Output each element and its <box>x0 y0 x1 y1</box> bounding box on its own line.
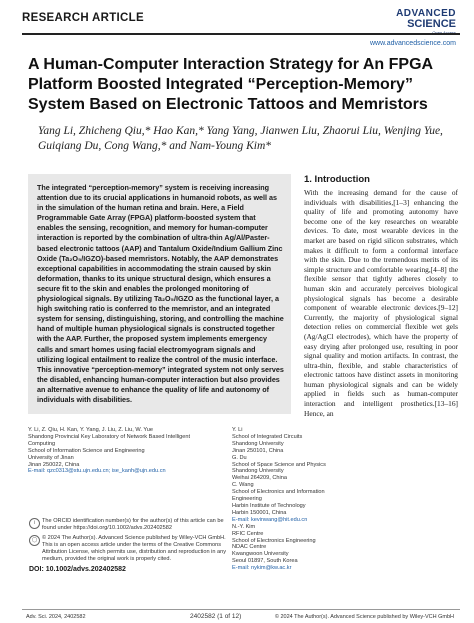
orcid-icon: i <box>29 518 40 529</box>
affil-line: Seoul 01897, South Korea <box>232 558 298 565</box>
affil-line: University of Jinan <box>28 454 74 461</box>
section-heading-introduction: 1. Introduction <box>304 174 370 185</box>
affil-email-line[interactable]: E-mail: nykim@kw.ac.kr <box>232 565 292 572</box>
affil-line: G. Du <box>232 454 247 461</box>
affil-line: RFIC Centre <box>232 530 264 537</box>
affil-email-line[interactable]: E-mail: kevinwang@hit.edu.cn <box>232 516 308 523</box>
header-rule <box>22 33 460 35</box>
article-type-label: RESEARCH ARTICLE <box>22 12 144 24</box>
affil-line: School of Space Science and Physics <box>232 461 326 468</box>
affil-line: Y. Li <box>232 427 243 433</box>
affil-line: Kwangwoon University <box>232 551 289 558</box>
journal-logo-line2: SCIENCE <box>407 18 456 30</box>
license-note[interactable]: © 2024 The Author(s). Advanced Science published by Wiley-VCH GmbH. This is an open access article under the terms of the Creative Commons Attribution License, which permits use, distribution and reproduction in any medium, provided the original work is properly cited. <box>42 535 227 562</box>
abstract-text: The integrated “perception-memory” system is receiving increasing attention due to its crucial applications in humanoid robots, as well as in the simulation of the human retina and brain. Here, a Field Programmable Gate Array (FPGA) platform-boosted system that enables the sensing, recognition, and memory for human-computer interaction is reported by the combination of ultra-thin Ag/Al/Paster-based electronic tattoos (AAP) and Tantalum Oxide/Indium Gallium Zinc Oxide (Ta₂O₅/IGZO)-based memristors. Notably, the AAP demonstrates exceptional capabilities in accommodating the strain caused by skin deformation, thanks to its unique structural design, which ensures a secure fit to the skin and enables the prolonged monitoring of physiological signals. By utilizing Ta₂O₅/IGZO as the functional layer, a high switching ratio is conferred to the memristor, and an integrated system for sensing, distinguishing, storing, and controlling the machine hand of multiple human physiological signals is constructed together with the AAP. Further, the proposed system implements emergency calls and smart homes using facial electromyogram signals and utilizing logical entailment to realize the control of the music interface. This innovative “perception-memory” integrated system not only serves the disabled, enhancing human-computer interaction but also provides an alternative avenue to enhance the quality of life and autonomy of individuals with disabilities. <box>37 183 284 404</box>
affil-email-line[interactable]: E-mail: qzc0313@stu.ujn.edu.cn; ise_kanh@ujn.edu.cn <box>28 468 166 475</box>
author-list: Yang Li, Zhicheng Qiu,* Hao Kan,* Yang Yang, Jianwen Liu, Zhaorui Liu, Wenjing Yue, Guiqiang Du, Cong Wang,* and Nam-Young Kim* <box>38 125 443 152</box>
footer-page-number: 2402582 (1 of 12) <box>190 613 242 620</box>
affil-line: Harbin 150001, China <box>232 509 287 516</box>
affil-line: Shandong Provincial Key Laboratory of Network Based Intelligent <box>28 433 191 440</box>
article-title: A Human-Computer Interaction Strategy for An FPGA Platform Boosted Integrated “Perception-Memory” System Based on Electronic Tattoos and Memristors <box>28 56 433 113</box>
affil-line: School of Electronics and Information Engineering <box>232 489 325 503</box>
affil-line: Shandong University <box>232 468 284 475</box>
footer-copyright: © 2024 The Author(s). Advanced Science published by Wiley-VCH GmbH <box>274 614 454 620</box>
affil-line: Jinan 250022, China <box>28 461 80 468</box>
affil-line: School of Integrated Circuits <box>232 433 303 440</box>
affil-line: Jinan 250101, China <box>232 447 284 454</box>
affil-line: C. Wang <box>232 482 254 489</box>
introduction-text: With the increasing demand for the cause of individuals with disabilities,[1–3] enhancing the quality of life and promoting autonomy have become one of the key researches on wearable devices. To date, most wearable devices in the market are based on rigid silicon substrates, which makes it difficult to form a conformal interface with the skin. Due to the tremendous merits of its simple structure and comfortable wearing,[4–8] the flexible sensor that tightly adheres closely to human skin and accurately perceives biological physiological signals has become a desirable component of wearable electronic devices.[9–12] Currently, the majority of physiological signal detection relies on commercial flexible wet gels (Ag/AgCl electrodes), which have the property of easy drying after prolonged use, resulting in poor signal quality and motion artifacts. In contrast, the ultra-thin, flexible, and stable characteristics of electronic tattoos have distinct assets in monitoring human physiological signals and can be widely applied in fields such as human-computer interaction and intelligent prosthetics.[13–16] Hence, an <box>304 188 458 418</box>
open-access-icon: ◯ <box>29 535 40 546</box>
affil-line: Computing <box>28 440 56 447</box>
journal-url[interactable]: www.advancedscience.com <box>370 40 456 47</box>
affil-line: NDAC Centre <box>232 544 267 551</box>
orcid-note[interactable]: The ORCID identification number(s) for the author(s) of this article can be found under https://doi.org/10.1002/advs.202402582 <box>42 518 224 531</box>
affil-line: School of Information Science and Engineering <box>28 447 145 454</box>
journal-logo-line1: ADVANCED <box>396 8 456 19</box>
affil-line: N.-Y. Kim <box>232 523 256 530</box>
affil-line: Shandong University <box>232 440 284 447</box>
doi[interactable]: DOI: 10.1002/advs.202402582 <box>29 566 126 573</box>
affil-line: Weihai 264209, China <box>232 475 287 482</box>
footer-rule <box>22 609 460 610</box>
affil-line: School of Electronics Engineering <box>232 537 316 544</box>
affiliations-left <box>28 427 228 475</box>
footer-citation: Adv. Sci. 2024, 2402582 <box>26 614 86 620</box>
affiliations-right <box>232 427 342 572</box>
affil-line: Harbin Institute of Technology <box>232 502 306 509</box>
affil-line: Y. Li, Z. Qiu, H. Kan, Y. Yang, J. Liu, Z. Liu, W. Yue <box>28 427 153 433</box>
